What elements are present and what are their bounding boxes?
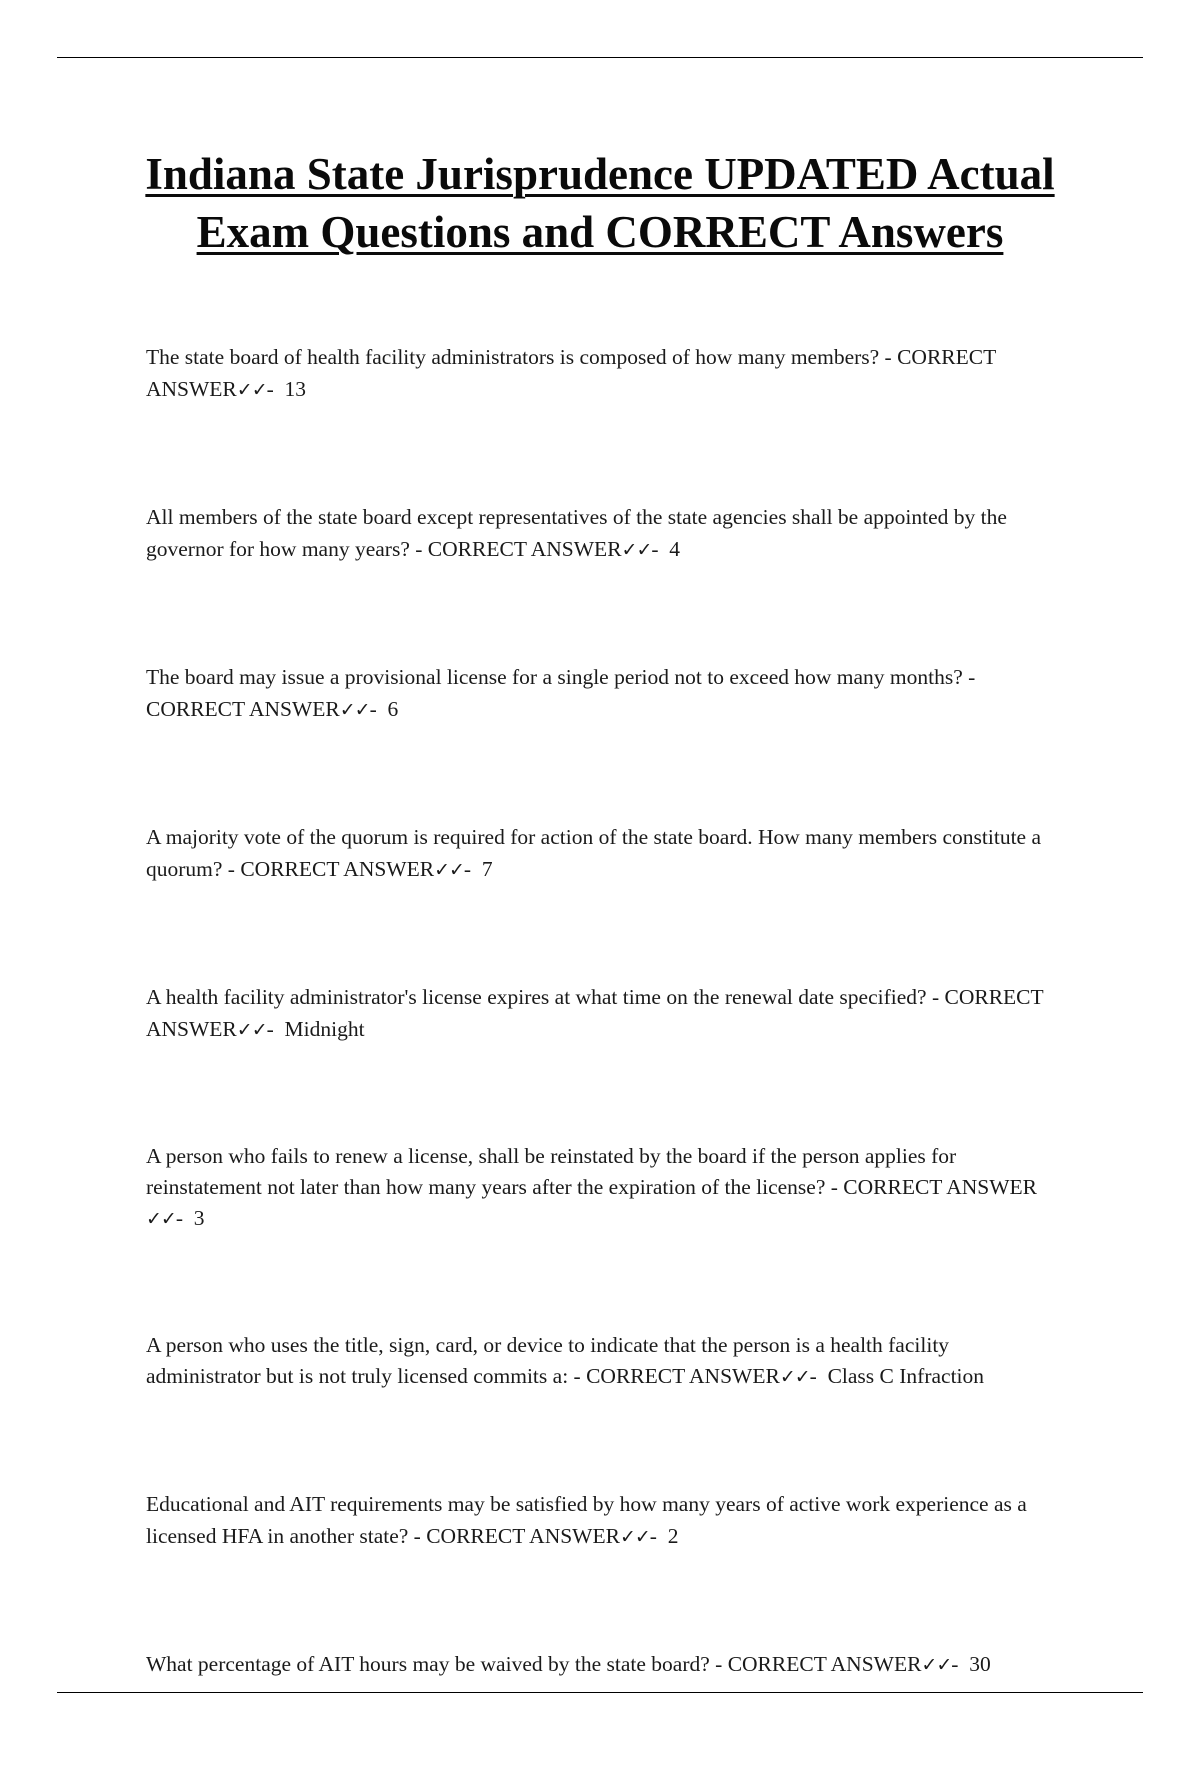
qa-item: Educational and AIT requirements may be satisfied by how many years of active work experience as a licensed HFA in another state? - CORRECT ANSWER✓✓- 2: [146, 1488, 1066, 1553]
bottom-rule: [57, 1692, 1143, 1693]
page-title: Indiana State Jurisprudence UPDATED Actual Exam Questions and CORRECT Answers: [145, 149, 1055, 257]
double-check-icon: ✓✓: [621, 539, 652, 561]
question-text: A person who fails to renew a license, shall be reinstated by the board if the person applies for reinstatement not later than how many years after the expiration of the license? -: [146, 1144, 957, 1199]
answer-text: 3: [193, 1206, 205, 1230]
answer-label: CORRECT ANSWER: [240, 857, 435, 881]
answer-label: CORRECT ANSWER: [426, 1524, 620, 1548]
double-check-icon: ✓✓: [779, 1366, 810, 1388]
answer-text: 4: [669, 537, 681, 561]
qa-item: What percentage of AIT hours may be waived by the state board? - CORRECT ANSWER✓✓- 30: [146, 1648, 1066, 1681]
qa-item: A health facility administrator's license expires at what time on the renewal date specified? - CORRECT ANSWER✓✓- Midnight: [146, 981, 1066, 1046]
qa-item: The board may issue a provisional license for a single period not to exceed how many months? - CORRECT ANSWER✓✓- 6: [146, 661, 1066, 726]
question-text: All members of the state board except representatives of the state agencies shall be appointed by the governor for how many years? -: [146, 505, 1007, 561]
answer-label: CORRECT ANSWER: [843, 1175, 1038, 1199]
question-text: A health facility administrator's license expires at what time on the renewal date specified? -: [146, 985, 940, 1009]
answer-text: Midnight: [284, 1017, 365, 1041]
double-check-icon: ✓✓: [921, 1654, 952, 1676]
qa-item: A majority vote of the quorum is required for action of the state board. How many members constitute a quorum? - CORRECT ANSWER✓✓- 7: [146, 821, 1066, 886]
double-check-icon: ✓✓: [434, 859, 464, 881]
answer-label: CORRECT ANSWER: [146, 985, 1044, 1041]
question-text: The state board of health facility administrators is composed of how many members? -: [146, 345, 892, 369]
qa-item: The state board of health facility administrators is composed of how many members? - CORRECT ANSWER✓✓- 13: [146, 341, 1066, 406]
double-check-icon: ✓✓: [146, 1208, 176, 1230]
question-list: [146, 341, 1066, 1776]
answer-text: Class C Infraction: [827, 1364, 985, 1388]
answer-label: CORRECT ANSWER: [146, 345, 996, 401]
double-check-icon: ✓✓: [236, 1019, 267, 1041]
top-rule: [57, 57, 1143, 58]
qa-item: A person who fails to renew a license, shall be reinstated by the board if the person applies for reinstatement not later than how many years after the expiration of the license? - CORRECT ANSWER✓✓- 3: [146, 1141, 1066, 1235]
answer-text: 6: [387, 697, 399, 721]
question-text: A majority vote of the quorum is required for action of the state board. How many members constitute a quorum? -: [146, 825, 1042, 881]
answer-label: CORRECT ANSWER: [146, 697, 340, 721]
question-text: Educational and AIT requirements may be satisfied by how many years of active work experience as a licensed HFA in another state? -: [146, 1492, 1027, 1548]
answer-label: CORRECT ANSWER: [727, 1652, 922, 1676]
answer-label: CORRECT ANSWER: [586, 1364, 780, 1388]
qa-item: A person who uses the title, sign, card, or device to indicate that the person is a health facility administrator but is not truly licensed commits a: - CORRECT ANSWER✓✓- Class C Infraction: [146, 1330, 1066, 1393]
question-text: A person who uses the title, sign, card, or device to indicate that the person is a health facility administrator but is not truly licensed commits a: -: [146, 1333, 950, 1388]
answer-label: CORRECT ANSWER: [427, 537, 622, 561]
answer-text: 13: [284, 377, 307, 401]
double-check-icon: ✓✓: [236, 379, 267, 401]
question-text: What percentage of AIT hours may be waived by the state board? -: [146, 1652, 723, 1676]
answer-text: 30: [969, 1652, 991, 1676]
answer-text: 2: [667, 1524, 679, 1548]
double-check-icon: ✓✓: [619, 1526, 650, 1548]
answer-text: 7: [481, 857, 493, 881]
question-text: The board may issue a provisional license for a single period not to exceed how many months? -: [146, 665, 976, 689]
double-check-icon: ✓✓: [339, 699, 370, 721]
qa-item: All members of the state board except representatives of the state agencies shall be appointed by the governor for how many years? - CORRECT ANSWER✓✓- 4: [146, 501, 1066, 566]
